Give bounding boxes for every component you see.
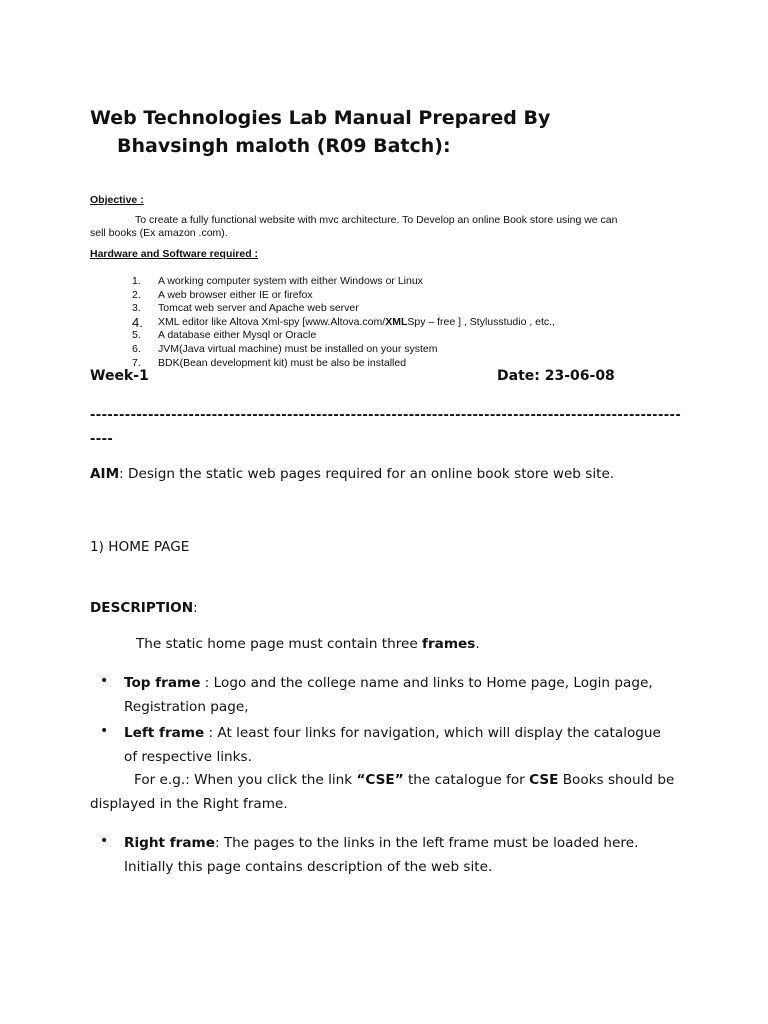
bullet-icon: •: [100, 833, 109, 849]
top-frame-item: Top frame : Logo and the college name and links to Home page, Login page, Registration page,: [124, 675, 653, 715]
bullet-icon: •: [100, 723, 109, 739]
list-item: 5. A database either Mysql or Oracle: [132, 329, 317, 342]
list-item: 6. JVM(Java virtual machine) must be installed on your system: [132, 342, 438, 355]
left-frame-item: Left frame : At least four links for navigation, which will display the catalogue of respective links.: [124, 725, 661, 765]
list-item: 4. XML editor like Altova Xml-spy [www.Altova.com/XMLSpy – free ] , Stylusstudio , etc.,: [132, 314, 556, 330]
section-heading-home-page: 1) HOME PAGE: [90, 539, 190, 555]
list-item: 2. A web browser either IE or firefox: [132, 288, 313, 301]
objective-line-1: To create a fully functional website with mvc architecture. To Develop an online Book store using we can: [135, 214, 618, 226]
bullet-icon: •: [100, 673, 109, 689]
right-frame-item: Right frame: The pages to the links in the left frame must be loaded here. Initially this page contains description of the web site.: [124, 835, 639, 875]
title-line-1: Web Technologies Lab Manual Prepared By: [90, 107, 551, 129]
objective-heading: Objective :: [90, 194, 144, 206]
right-frame-label: Right frame: [124, 835, 215, 851]
example-text: For e.g.: When you click the link “CSE” the catalogue for CSE Books should be displayed in the Right frame.: [90, 772, 675, 812]
requirements-heading: Hardware and Software required :: [90, 248, 259, 260]
top-frame-label: Top frame: [124, 675, 201, 691]
separator-line: ----------------------------------------------------------------------------------------------------------: [90, 408, 682, 447]
aim-text: AIM: Design the static web pages required for an online book store web site.: [90, 466, 615, 482]
title-line-2: Bhavsingh maloth (R09 Batch):: [117, 135, 451, 157]
page-title: [90, 104, 550, 160]
objective-line-2: sell books (Ex amazon .com).: [90, 227, 228, 239]
list-item: 1. A working computer system with either Windows or Linux: [132, 275, 423, 287]
requirements-list: [132, 275, 555, 370]
week-date: Date: 23-06-08: [497, 368, 615, 384]
description-intro: The static home page must contain three frames.: [136, 636, 480, 652]
week-label: Week-1: [90, 368, 149, 384]
list-item: 3. Tomcat web server and Apache web server: [132, 302, 359, 315]
description-heading: DESCRIPTION:: [90, 600, 198, 616]
list-item: 7. BDK(Bean development kit) must be also be installed: [132, 356, 407, 369]
aim-label: AIM: [90, 466, 120, 482]
left-frame-label: Left frame: [124, 725, 205, 741]
